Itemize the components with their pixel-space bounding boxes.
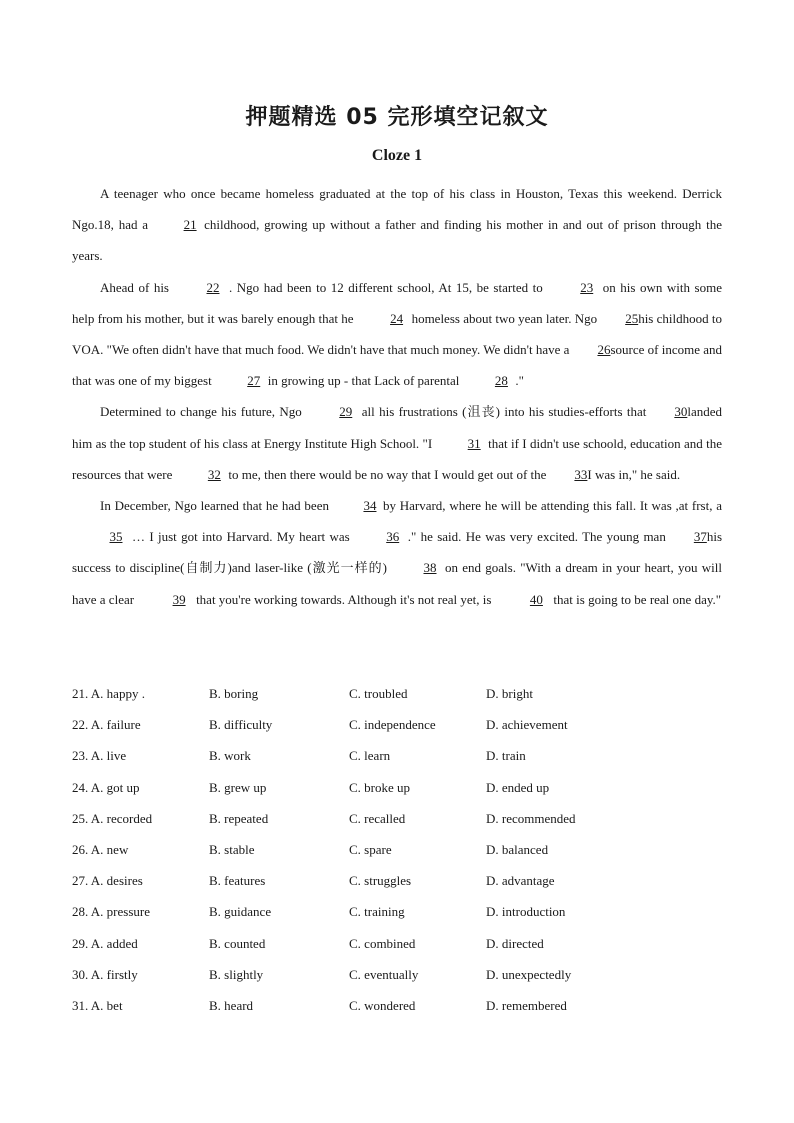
option-row bbox=[72, 959, 722, 990]
blank-33: 33 bbox=[574, 466, 588, 482]
option-b: B. features bbox=[209, 873, 266, 889]
blank-26: 26 bbox=[597, 342, 611, 358]
blank-37: 37 bbox=[693, 529, 707, 545]
passage-text: to me, then there would be no way that I would get out of the bbox=[228, 466, 547, 482]
option-a: 30. A. firstly bbox=[72, 966, 138, 982]
option-d: D. recommended bbox=[486, 810, 576, 826]
blank-28: 28 bbox=[494, 373, 508, 389]
blank-34: 34 bbox=[363, 498, 377, 514]
paragraph-1 bbox=[72, 178, 722, 272]
passage-text: Determined to change his future, Ngo bbox=[100, 404, 302, 420]
passage-text: A teenager who once became homeless graduated at the top of his class in Houston, Texas this weekend. Derrick Ngo.18, had a bbox=[72, 186, 722, 233]
option-b: B. grew up bbox=[209, 779, 267, 795]
option-row bbox=[72, 834, 722, 865]
option-b: B. difficulty bbox=[209, 717, 273, 733]
passage-text: ." bbox=[515, 373, 524, 389]
option-a: 29. A. added bbox=[72, 935, 138, 951]
option-d: D. advantage bbox=[486, 873, 555, 889]
passage-text: by Harvard, where he will be attending this fall. It was ,at frst, a bbox=[382, 498, 722, 514]
passage-text: that is going to be real one day." bbox=[553, 591, 722, 607]
blank-24: 24 bbox=[390, 310, 404, 326]
option-a: 27. A. desires bbox=[72, 873, 143, 889]
blank-38: 38 bbox=[423, 560, 437, 576]
option-row bbox=[72, 678, 722, 709]
option-a: 25. A. recorded bbox=[72, 810, 153, 826]
blank-32: 32 bbox=[207, 466, 221, 482]
cloze-passage bbox=[72, 178, 722, 615]
passage-text: landed him as the top student of his class at Energy Institute High School. "I bbox=[72, 404, 722, 451]
option-c: C. learn bbox=[349, 748, 391, 764]
paragraph-4 bbox=[72, 490, 722, 615]
option-b: B. slightly bbox=[209, 966, 264, 982]
passage-text: that you're working towards. Although it's not real yet, is bbox=[196, 591, 492, 607]
option-a: 26. A. new bbox=[72, 841, 129, 857]
option-a: 21. A. happy . bbox=[72, 686, 145, 701]
option-d: D. unexpectedly bbox=[486, 966, 572, 982]
option-b: B. guidance bbox=[209, 904, 272, 920]
option-d: D. balanced bbox=[486, 841, 549, 857]
option-row bbox=[72, 709, 722, 740]
option-c: C. recalled bbox=[349, 810, 406, 826]
option-row bbox=[72, 740, 722, 771]
option-d: D. remembered bbox=[486, 997, 567, 1013]
option-c: C. spare bbox=[349, 841, 392, 857]
passage-text: source of income and that was one of my biggest bbox=[72, 342, 722, 389]
blank-35: 35 bbox=[109, 529, 123, 545]
blank-40: 40 bbox=[529, 591, 543, 607]
page-title: 押题精选 05 完形填空记叙文 bbox=[245, 105, 549, 130]
option-row bbox=[72, 865, 722, 896]
blank-27: 27 bbox=[247, 373, 261, 389]
blank-30: 30 bbox=[674, 404, 688, 420]
option-c: C. broke up bbox=[349, 779, 411, 795]
option-c: C. wondered bbox=[349, 997, 416, 1013]
option-c: C. combined bbox=[349, 935, 416, 951]
answer-options bbox=[72, 678, 722, 1021]
option-row bbox=[72, 772, 722, 803]
option-a: 31. A. bet bbox=[72, 997, 123, 1013]
paragraph-3 bbox=[72, 396, 722, 490]
passage-text: on end goals. "With a dream in your heart, you will have a clear bbox=[72, 560, 722, 607]
option-c: C. eventually bbox=[349, 966, 419, 982]
passage-text: In December, Ngo learned that he had been bbox=[100, 498, 329, 514]
passage-text: Ahead of his bbox=[100, 279, 169, 295]
passage-text: childhood, growing up without a father and finding his mother in and out of prison through the years. bbox=[72, 217, 722, 264]
passage-text: all his frustrations (沮丧) into his studies-efforts that bbox=[361, 404, 647, 420]
option-c: C. troubled bbox=[349, 686, 408, 701]
option-d: D. train bbox=[486, 748, 526, 764]
option-d: D. introduction bbox=[486, 904, 566, 920]
section-title: Cloze 1 bbox=[371, 147, 423, 164]
option-d: D. directed bbox=[486, 935, 544, 951]
blank-39: 39 bbox=[172, 591, 186, 607]
option-row bbox=[72, 990, 722, 1021]
option-b: B. stable bbox=[209, 841, 255, 857]
passage-text: I was in," he said. bbox=[587, 466, 681, 482]
option-c: C. struggles bbox=[349, 873, 412, 889]
blank-31: 31 bbox=[467, 435, 481, 451]
passage-text: his success to discipline(自制力)and laser-like (激光一样的) bbox=[72, 529, 722, 576]
passage-text: … I just got into Harvard. My heart was bbox=[132, 529, 350, 545]
option-a: 23. A. live bbox=[72, 748, 127, 764]
option-a: 24. A. got up bbox=[72, 779, 140, 795]
option-b: B. boring bbox=[209, 686, 259, 701]
blank-36: 36 bbox=[386, 529, 400, 545]
passage-text: on his own with some help from his mother, but it was barely enough that he bbox=[72, 279, 722, 326]
option-b: B. work bbox=[209, 748, 251, 764]
option-row bbox=[72, 803, 722, 834]
paragraph-2 bbox=[72, 272, 722, 397]
option-b: B. repeated bbox=[209, 810, 269, 826]
option-d: D. bright bbox=[486, 686, 533, 701]
passage-text: . Ngo had been to 12 different school, At 15, be started to bbox=[229, 279, 543, 295]
blank-23: 23 bbox=[580, 279, 594, 295]
passage-text: in growing up - that Lack of parental bbox=[267, 373, 460, 389]
passage-text: homeless about two yean later. Ngo bbox=[411, 310, 598, 326]
blank-29: 29 bbox=[339, 404, 353, 420]
option-a: 22. A. failure bbox=[72, 717, 141, 733]
option-a: 28. A. pressure bbox=[72, 904, 150, 920]
passage-text: his childhood to VOA. "We often didn't have that much food. We didn't have that much money. We didn't have a bbox=[72, 310, 722, 358]
blank-22: 22 bbox=[206, 279, 220, 295]
option-c: C. training bbox=[349, 904, 405, 920]
option-b: B. counted bbox=[209, 935, 266, 951]
option-d: D. achievement bbox=[486, 717, 568, 733]
option-row bbox=[72, 928, 722, 959]
blank-21: 21 bbox=[183, 217, 197, 233]
option-d: D. ended up bbox=[486, 779, 550, 795]
passage-text: that if I didn't use schoold, education and the resources that were bbox=[72, 435, 722, 482]
passage-text: ." he said. He was very excited. The young man bbox=[407, 529, 666, 545]
option-b: B. heard bbox=[209, 997, 254, 1013]
option-c: C. independence bbox=[349, 717, 436, 733]
option-row bbox=[72, 896, 722, 927]
blank-25: 25 bbox=[625, 310, 639, 326]
